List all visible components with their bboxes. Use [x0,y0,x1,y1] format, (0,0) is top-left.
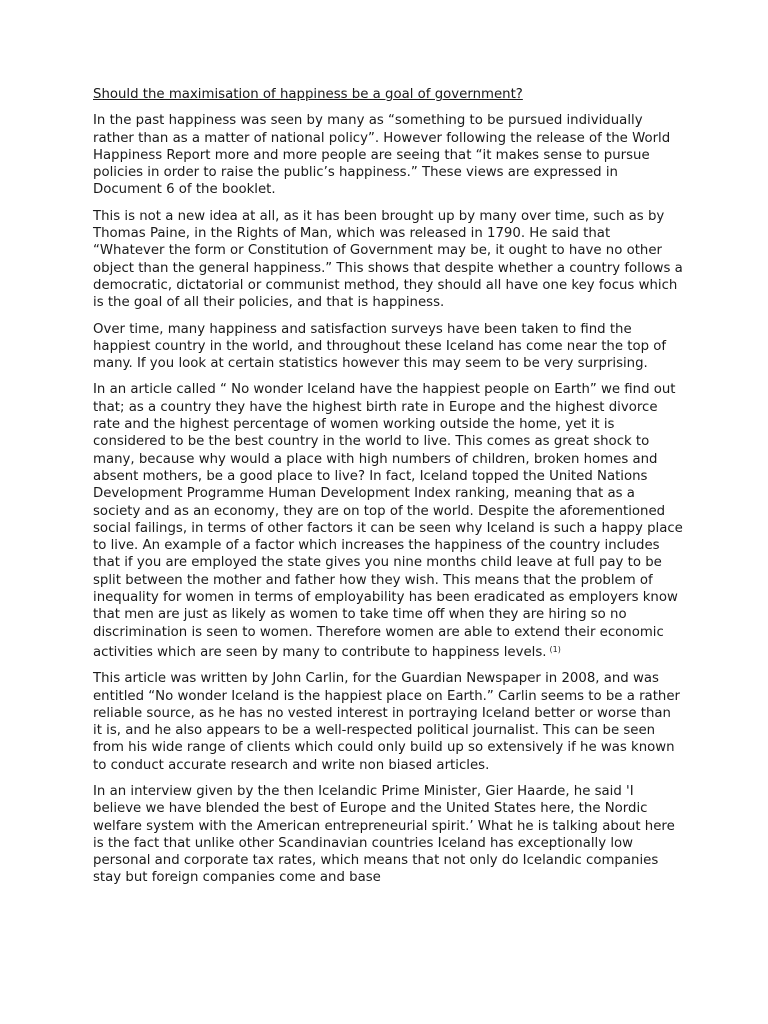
paragraph-4 [93,381,683,661]
paragraph-4-text: In an article called “ No wonder Iceland have the happiest people on Earth” we find out that; as a country they have the highest birth rate in Europe and the highest divorce rate and the highest percentage of women working outside the home, yet it is considered to be the best country in the world to live. This comes as great shock to many, because why would a place with high numbers of children, broken homes and absent mothers, be a good place to live? In fact, Iceland topped the United Nations Development Programme Human Development Index ranking, meaning that as a society and as an economy, they are on top of the world. Despite the aforementioned social failings, in terms of other factors it can be seen why Iceland is such a happy place to live. An example of a factor which increases the happiness of the country includes that if you are employed the state gives you nine months child leave at full pay to be split between the mother and father how they wish. This means that the problem of inequality for women in terms of employability has been eradicated as employers know that men are just as likely as women to take time off when they are hiring so no discrimination is seen to women. Therefore women are able to extend their economic activities which are seen by many to contribute to happiness levels. [93,382,683,660]
paragraph-1: In the past happiness was seen by many as “something to be pursued individually rather than as a matter of national policy”. However following the release of the World Happiness Report more and more people are seeing that “it makes sense to pursue policies in order to raise the public’s happiness.” These views are expressed in Document 6 of the booklet. [93,113,671,198]
paragraph-5: This article was written by John Carlin, for the Guardian Newspaper in 2008, and was entitled “No wonder Iceland is the happiest place on Earth.” Carlin seems to be a rather reliable source, as he has no vested interest in portraying Iceland better or worse than it is, and he also appears to be a well-respected political journalist. This can be seen from his wide range of clients which could only build up so extensively if he was known to conduct accurate research and write non biased articles. [93,671,680,773]
paragraph-6: In an interview given by the then Icelandic Prime Minister, Gier Haarde, he said 'I believe we have blended the best of Europe and the United States here, the Nordic welfare system with the American entrepreneurial spirit.’ What he is talking about here is the fact that unlike other Scandinavian countries Iceland has exceptionally low personal and corporate tax rates, which means that not only do Icelandic companies stay but foreign companies come and base [93,783,675,886]
document-page [93,86,683,896]
paragraph-2: This is not a new idea at all, as it has been brought up by many over time, such as by Thomas Paine, in the Rights of Man, which was released in 1790. He said that “Whatever the form or Constitution of Government may be, it ought to have no other object than the general happiness.” This shows that despite whether a country follows a democratic, dictatorial or communist method, they should all have one key focus which is the goal of all their policies, and that is happiness. [93,208,683,311]
paragraph-3: Over time, many happiness and satisfaction surveys have been taken to find the happiest country in the world, and throughout these Iceland has come near the top of many. If you look at certain statistics however this may seem to be very surprising. [93,321,667,372]
document-title: Should the maximisation of happiness be a goal of government? [93,87,523,102]
footnote-marker: (1) [549,644,561,654]
